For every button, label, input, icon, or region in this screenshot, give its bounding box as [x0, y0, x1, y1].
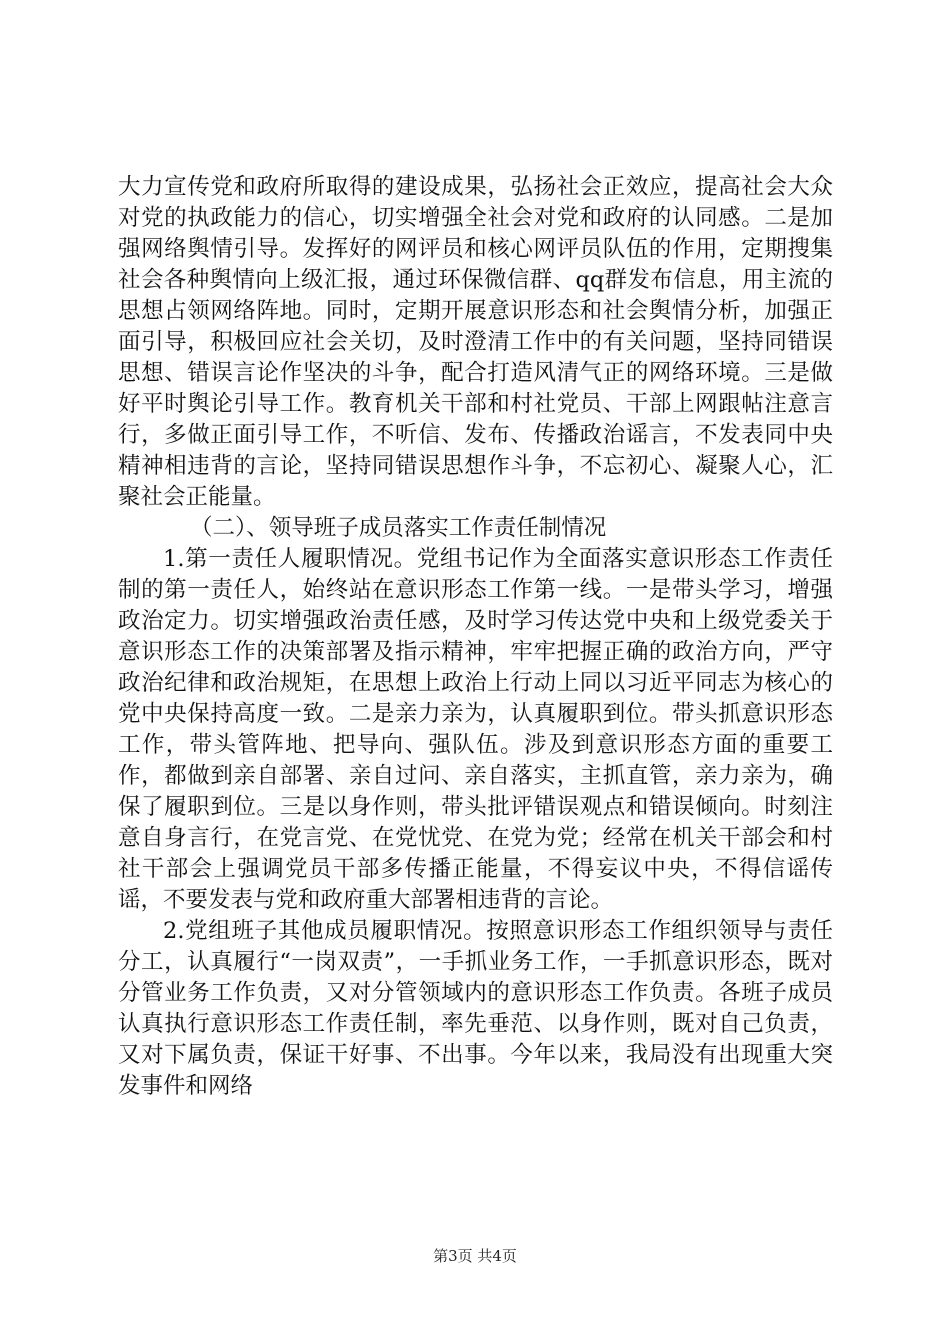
paragraph-first-responsible: 1.第一责任人履职情况。党组书记作为全面落实意识形态工作责任制的第一责任人，始终站在意识形态工作第一线。一是带头学习，增强政治定力。切实增强政治责任感，及时学习传达党中央和上级党委关于意识形态工作的决策部署及指示精神，牢牢把握正确的政治方向，严守政治纪律和政治规矩，在思想上政治上行动上同以习近平同志为核心的党中央保持高度一致。二是亲力亲为，认真履职到位。带头抓意识形态工作，带头管阵地、把导向、强队伍。涉及到意识形态方面的重要工作，都做到亲自部署、亲自过问、亲自落实，主抓直管，亲力亲为，确保了履职到位。三是以身作则，带头批评错误观点和错误倾向。时刻注意自身言行，在党言党、在党忧党、在党为党；经常在机关干部会和村社干部会上强调党员干部多传播正能量，不得妄议中央，不得信谣传谣，不要发表与党和政府重大部署相违背的言论。 — [118, 546, 833, 913]
section-heading: （二）、领导班子成员落实工作责任制情况 — [190, 515, 607, 541]
paragraph-continuation: 大力宣传党和政府所取得的建设成果，弘扬社会正效应，提高社会大众对党的执政能力的信心，切实增强全社会对党和政府的认同感。二是加强网络舆情引导。发挥好的网评员和核心网评员队伍的作用，定期搜集社会各种舆情向上级汇报，通过环保微信群、qq群发布信息，用主流的思想占领网络阵地。同时，定期开展意识形态和社会舆情分析，加强正面引导，积极回应社会关切，及时澄清工作中的有关问题，坚持同错误思想、错误言论作坚决的斗争，配合打造风清气正的网络环境。三是做好平时舆论引导工作。教育机关干部和村社党员、干部上网跟帖注意言行，多做正面引导工作，不听信、发布、传播政治谣言，不发表同中央精神相违背的言论，坚持同错误思想作斗争，不忘初心、凝聚人心，汇聚社会正能量。 — [118, 174, 833, 510]
paragraph-other-members: 2.党组班子其他成员履职情况。按照意识形态工作组织领导与责任分工，认真履行“一岗双责”，一手抓业务工作，一手抓意识形态，既对分管业务工作负责，又对分管领域内的意识形态工作负责。各班子成员认真执行意识形态工作责任制，率先垂范、以身作则，既对自己负责，又对下属负责，保证干好事、不出事。今年以来，我局没有出现重大突发事件和网络 — [118, 918, 833, 1099]
document-body — [118, 172, 833, 1102]
page-number: 第3页 共4页 — [433, 1247, 517, 1265]
page-footer — [0, 1246, 950, 1266]
